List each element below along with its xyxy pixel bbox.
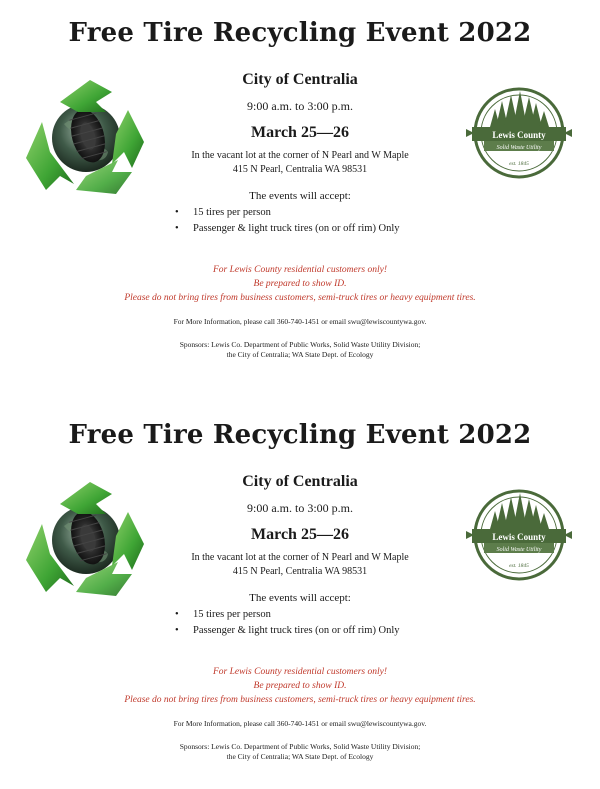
seal-name: Lewis County <box>492 532 546 542</box>
event-location-line2: 415 N Pearl, Centralia WA 98531 <box>232 164 368 175</box>
seal-est: est. 1845 <box>509 161 529 167</box>
accept-heading: The events will accept: <box>249 592 351 604</box>
list-item: • 15 tires per person <box>175 607 400 623</box>
list-item: • Passenger & light truck tires (on or off rim) Only <box>175 623 400 639</box>
event-title: Free Tire Recycling Event 2022 <box>68 18 532 48</box>
notice-restrictions: Please do not bring tires from business customers, semi-truck tires or heavy equipment tires. <box>124 293 476 303</box>
contact-info: For More Information, please call 360-740-1451 or email swu@lewiscountywa.gov. <box>173 317 427 326</box>
event-city: City of Centralia <box>242 473 358 490</box>
seal-subtitle: Solid Waste Utility <box>496 547 542 553</box>
event-time: 9:00 a.m. to 3:00 p.m. <box>247 99 353 113</box>
lewis-county-seal-icon <box>466 485 572 585</box>
sponsors-line2: the City of Centralia; WA State Dept. of Ecology <box>226 752 374 761</box>
lewis-county-seal-icon <box>466 83 572 183</box>
event-location-line1: In the vacant lot at the corner of N Pearl and W Maple <box>191 150 409 161</box>
event-date: March 25—26 <box>251 526 349 543</box>
seal-est: est. 1845 <box>509 563 529 569</box>
sponsors-line1: Sponsors: Lewis Co. Department of Public Works, Solid Waste Utility Division; <box>179 340 421 349</box>
notice-restrictions: Please do not bring tires from business customers, semi-truck tires or heavy equipment tires. <box>124 695 476 705</box>
list-item: • 15 tires per person <box>175 205 400 221</box>
accept-list <box>175 205 400 237</box>
event-location-line1: In the vacant lot at the corner of N Pearl and W Maple <box>191 552 409 563</box>
notice-residential: For Lewis County residential customers only! <box>212 265 388 275</box>
seal-name: Lewis County <box>492 130 546 140</box>
flyer-top <box>0 0 600 387</box>
accept-list <box>175 607 400 639</box>
notice-residential: For Lewis County residential customers only! <box>212 667 388 677</box>
sponsors-line1: Sponsors: Lewis Co. Department of Public Works, Solid Waste Utility Division; <box>179 742 421 751</box>
accept-heading: The events will accept: <box>249 190 351 202</box>
event-time: 9:00 a.m. to 3:00 p.m. <box>247 501 353 515</box>
notice-id: Be prepared to show ID. <box>253 681 347 691</box>
contact-info: For More Information, please call 360-740-1451 or email swu@lewiscountywa.gov. <box>173 719 427 728</box>
notice-id: Be prepared to show ID. <box>253 279 347 289</box>
flyer-bottom <box>0 402 600 789</box>
event-location-line2: 415 N Pearl, Centralia WA 98531 <box>232 566 368 577</box>
list-item: • Passenger & light truck tires (on or off rim) Only <box>175 221 400 237</box>
event-city: City of Centralia <box>242 71 358 88</box>
event-title: Free Tire Recycling Event 2022 <box>68 420 532 450</box>
sponsors-line2: the City of Centralia; WA State Dept. of Ecology <box>226 350 374 359</box>
event-date: March 25—26 <box>251 124 349 141</box>
seal-subtitle: Solid Waste Utility <box>496 145 542 151</box>
